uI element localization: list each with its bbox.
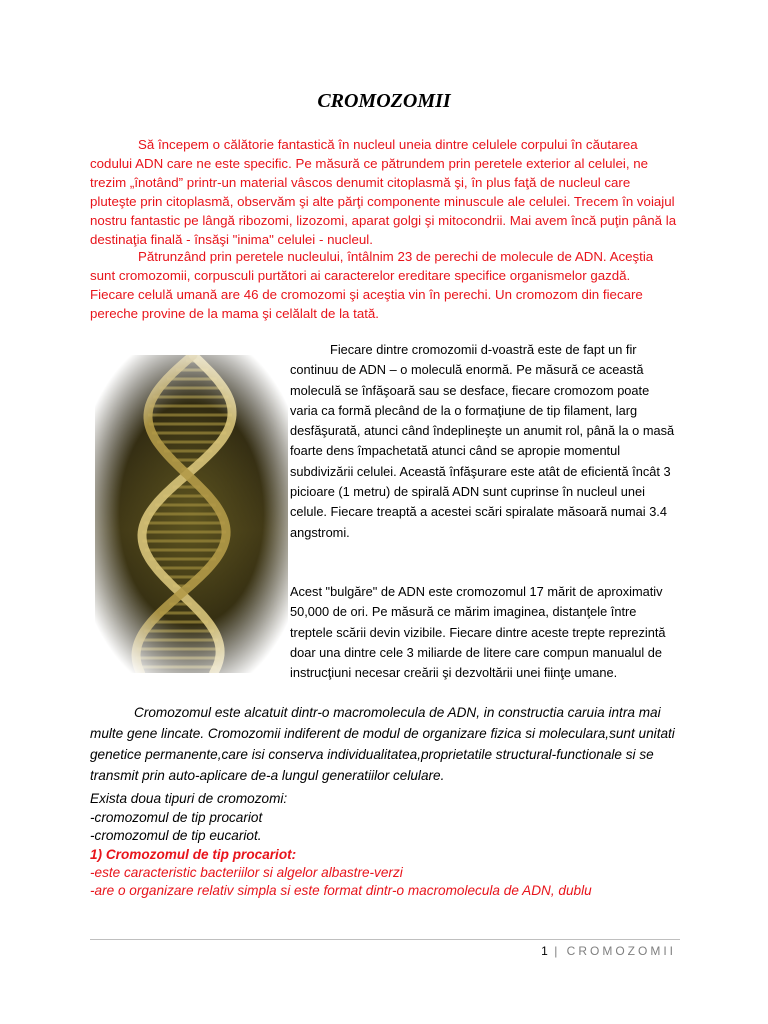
- page-number: 1: [541, 944, 548, 958]
- definition-text: Cromozomul este alcatuit dintr-o macromolecula de ADN, in constructia caruia intra mai multe gene lincate. Cromozomii indiferent de modul de organizare fizica si moleculara,sunt unitati genetice permanente,care isi conserva individualitatea,proprietatile structural-functionale si se transmit prin auto-aplicare de-a lungul generatiilor celulare.: [90, 705, 675, 783]
- types-item-eucariot: -cromozomul de tip eucariot.: [90, 828, 262, 843]
- types-intro: Exista doua tipuri de cromozomi:: [90, 791, 288, 806]
- footer-separator: |: [554, 944, 561, 958]
- dna-helix-image: [95, 355, 288, 673]
- procariot-section: [90, 846, 680, 900]
- footer-divider: [90, 939, 680, 940]
- intro-paragraph-2: [90, 247, 678, 323]
- chromosome-17-text: Acest "bulgăre" de ADN este cromozomul 17 mărit de aproximativ 50,000 de ori. Pe măsură ce mărim imaginea, distanţele între treptele scării devin vizibile. Fiecare dintre aceste trepte reprezintă doar una dintre cele 3 miliarde de litere care compun manualul de instrucţiuni necesar creării şi dezvoltării unei fiinţe umane.: [290, 584, 666, 681]
- chromosome-types: [90, 790, 680, 846]
- chromosome-description-text: Fiecare dintre cromozomii d-voastră este de fapt un fir continuu de ADN – o moleculă enormă. Pe măsură ce această moleculă se înfăşoară sau se desface, fiecare cromozom poate varia ca formă plecând de la o formaţiune de tip filament, larg desfăşurată, atunci când îndeplineşte un anumit rol, până la o masă foarte dens împachetată atunci când se apropie momentul subdivizării celulei. Această înfăşurare este atât de eficientă încât 3 picioare (1 metru) de spirală ADN sunt cuprinse în nucleul unei celule. Fiecare treaptă a acestei scări spiralate măsoară numai 3.4 angstromi.: [290, 342, 675, 540]
- procariot-line-1: -este caracteristic bacteriilor si algelor albastre-verzi: [90, 865, 403, 880]
- intro-text-1: Să începem o călătorie fantastică în nucleul uneia dintre celulele corpului în căutarea codului ADN care ne este specific. Pe măsură ce pătrundem prin peretele exterior al celulei, ne trezim „înotând” printr-un material vâscos denumit citoplasmă şi, în plus faţă de nucleul care pluteşte prin citoplasmă, observăm şi alte părţi componente minuscule ale celulei. Trecem în voiajul nostru fantastic pe lângă ribozomi, lizozomi, aparat golgi şi mitocondrii. Mai avem încă puţin până la destinaţia finală - însăşi "inima" celulei - nucleul.: [90, 137, 677, 247]
- footer-label: CROMOZOMII: [566, 944, 676, 958]
- procariot-heading: 1) Cromozomul de tip procariot:: [90, 847, 297, 862]
- chromosome-17-description: [290, 582, 676, 683]
- chromosome-description: [290, 340, 676, 543]
- types-item-procariot: -cromozomul de tip procariot: [90, 809, 263, 825]
- page-footer: [541, 944, 676, 958]
- intro-paragraph-1: [90, 135, 678, 249]
- procariot-line-2: -are o organizare relativ simpla si este format dintr-o macromolecula de ADN, dublu: [90, 883, 592, 898]
- definition-paragraph: [90, 702, 680, 786]
- page-title: CROMOZOMII: [317, 90, 451, 112]
- intro-text-2: Pătrunzând prin peretele nucleului, întâlnim 23 de perechi de molecule de ADN. Aceştia sunt cromozomii, corpusculi purtători ai caracterelor ereditare specifice organismelor gazdă. Fiecare celulă umană are 46 de cromozomi şi aceştia vin în perechi. Un cromozom din fiecare pereche provine de la mama şi celălalt de la tată.: [90, 249, 654, 321]
